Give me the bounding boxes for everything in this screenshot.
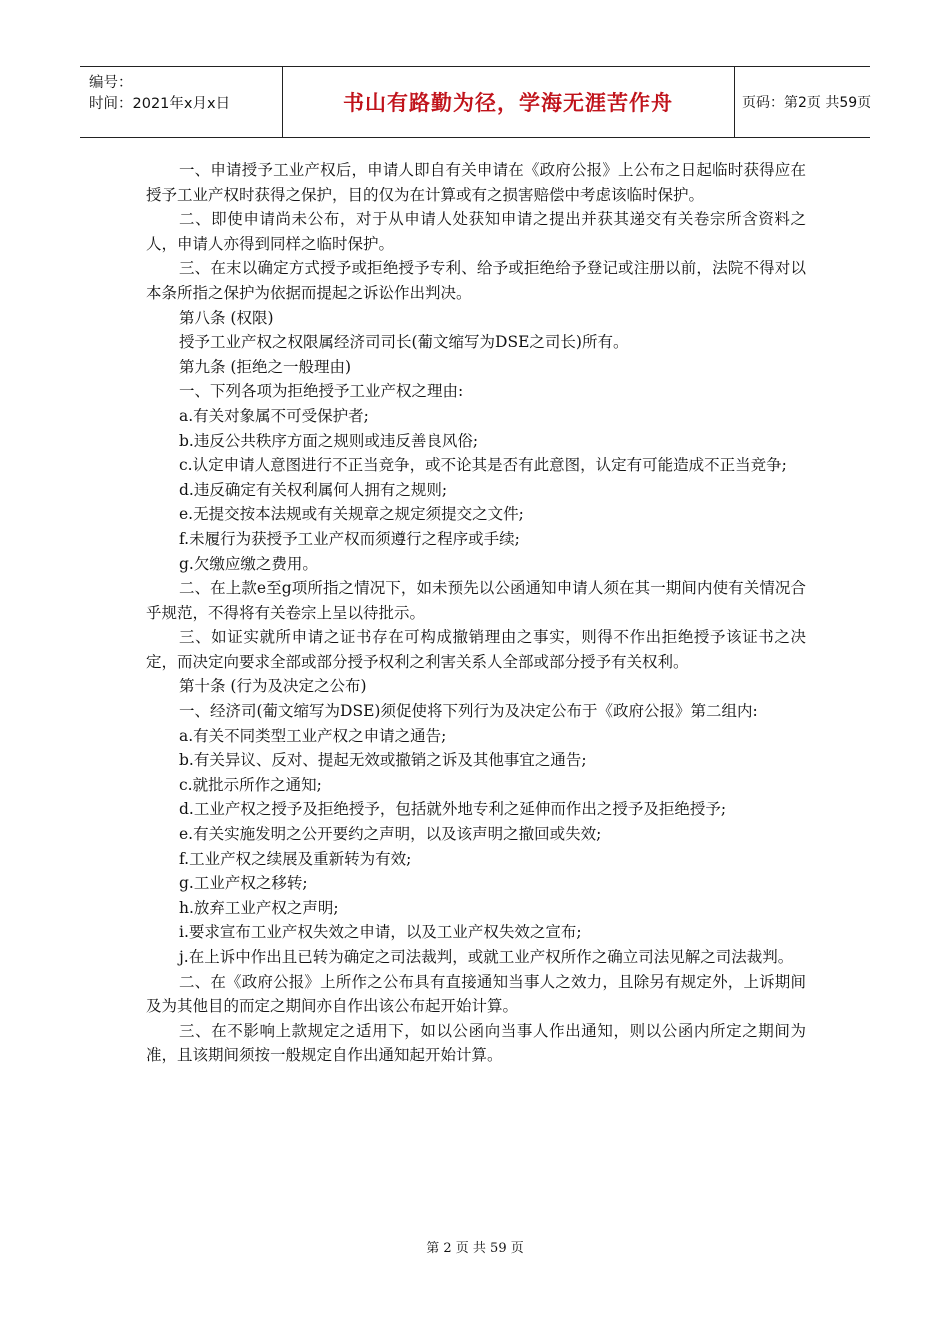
paragraph: 三、在不影响上款规定之适用下，如以公函向当事人作出通知，则以公函内所定之期间为准，且该期间须按一般规定自作出通知起开始计算。 <box>146 1021 806 1065</box>
list-item: h.放弃工业产权之声明; <box>179 898 339 917</box>
document-body <box>146 158 806 1068</box>
list-item: b.违反公共秩序方面之规则或违反善良风俗; <box>179 431 479 450</box>
paragraph: 三、在末以确定方式授予或拒绝授予专利、给予或拒绝给予登记或注册以前，法院不得对以本条所指之保护为依据而提起之诉讼作出判决。 <box>146 259 806 302</box>
paragraph: 三、如证实就所申请之证书存在可构成撤销理由之事实，则得不作出拒绝授予该证书之决定，而决定向要求全部或部分授予权利之利害关系人全部或部分授予有关权利。 <box>146 628 806 671</box>
list-item: c.认定申请人意图进行不正当竞争，或不论其是否有此意图，认定有可能造成不正当竞争; <box>179 456 787 475</box>
motto: 书山有路勤为径，学海无涯苦作舟 <box>282 67 735 137</box>
article-heading: 第八条 (权限) <box>179 308 274 327</box>
article-heading: 第九条 (拒绝之一般理由) <box>179 357 352 376</box>
header-right-cell <box>734 67 870 137</box>
list-item: g.欠缴应缴之费用。 <box>179 554 318 573</box>
paragraph: 二、即使申请尚未公布，对于从申请人处获知申请之提出并获其递交有关卷宗所含资料之人，申请人亦得到同样之临时保护。 <box>146 210 806 253</box>
page-info: 页码：第2页 共59页 <box>742 95 872 111</box>
list-item: d.工业产权之授予及拒绝授予，包括就外地专利之延伸而作出之授予及拒绝授予; <box>179 800 727 819</box>
paragraph: 授予工业产权之权限属经济司司长(葡文缩写为DSE之司长)所有。 <box>179 333 629 352</box>
list-item: f.未履行为获授予工业产权而须遵行之程序或手续; <box>179 529 520 548</box>
list-item: c.就批示所作之通知; <box>179 775 322 794</box>
paragraph: 二、在《政府公报》上所作之公布具有直接通知当事人之效力，且除另有规定外，上诉期间及为其他目的而定之期间亦自作出该公布起开始计算。 <box>146 972 806 1016</box>
list-item: e.无提交按本法规或有关规章之规定须提交之文件; <box>179 505 524 524</box>
paragraph: 一、下列各项为拒绝授予工业产权之理由: <box>179 382 464 401</box>
page-header <box>80 66 870 138</box>
paragraph: 二、在上款e至g项所指之情况下，如未预先以公函通知申请人须在其一期间内使有关情况合乎规范，不得将有关卷宗上呈以待批示。 <box>146 579 806 622</box>
time-label: 时间：2021年x月x日 <box>89 96 231 112</box>
header-left-cell <box>80 67 283 137</box>
page-footer: 第 2 页 共 59 页 <box>426 1241 524 1256</box>
list-item: d.违反确定有关权利属何人拥有之规则; <box>179 480 448 499</box>
list-item: j.在上诉中作出且已转为确定之司法裁判，或就工业产权所作之确立司法见解之司法裁判。 <box>179 948 794 966</box>
paragraph: 一、申请授予工业产权后，申请人即自有关申请在《政府公报》上公布之日起临时获得应在授予工业产权时获得之保护，目的仅为在计算或有之损害赔偿中考虑该临时保护。 <box>146 161 806 204</box>
paragraph: 一、经济司(葡文缩写为DSE)须促使将下列行为及决定公布于《政府公报》第二组内: <box>179 702 758 721</box>
list-item: f.工业产权之续展及重新转为有效; <box>179 849 412 868</box>
list-item: a.有关不同类型工业产权之申请之通告; <box>179 726 447 745</box>
list-item: i.要求宣布工业产权失效之申请，以及工业产权失效之宣布; <box>179 923 582 942</box>
list-item: b.有关异议、反对、提起无效或撤销之诉及其他事宜之通告; <box>179 751 587 770</box>
list-item: e.有关实施发明之公开要约之声明，以及该声明之撤回或失效; <box>179 825 602 844</box>
list-item: g.工业产权之移转; <box>179 874 308 893</box>
number-label: 编号： <box>89 75 133 91</box>
article-heading: 第十条 (行为及决定之公布) <box>179 677 367 696</box>
list-item: a.有关对象属不可受保护者; <box>179 406 369 425</box>
